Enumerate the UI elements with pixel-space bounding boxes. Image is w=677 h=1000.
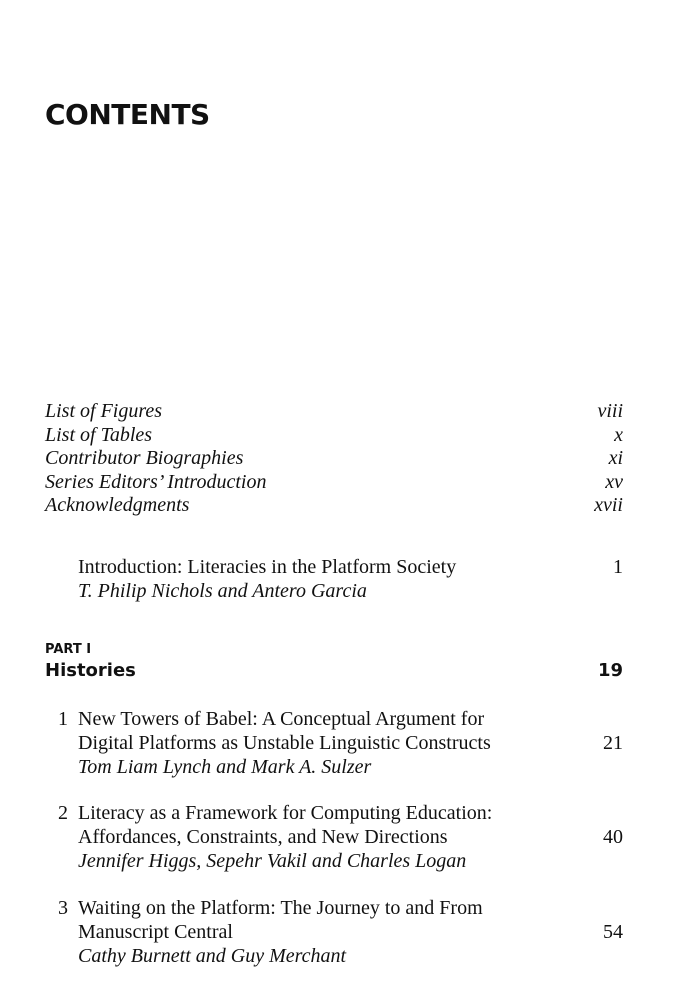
chapter-title-line: New Towers of Babel: A Conceptual Argument for xyxy=(78,708,485,730)
toc-entry-title: List of Figures xyxy=(45,400,163,422)
introduction-entry[interactable] xyxy=(45,555,623,603)
toc-entry-page: xv xyxy=(605,470,623,493)
chapter-title-line: Literacy as a Framework for Computing Education: xyxy=(78,802,493,824)
chapter-title-line: Manuscript Central xyxy=(78,921,233,943)
chapter-entry[interactable] xyxy=(45,801,623,873)
chapter-authors: Tom Liam Lynch and Mark A. Sulzer xyxy=(78,756,372,778)
chapter-page: 54 xyxy=(603,921,623,943)
toc-entry[interactable] xyxy=(45,494,623,518)
toc-entry[interactable] xyxy=(45,471,623,495)
chapter-entry[interactable] xyxy=(45,707,623,779)
page-title: CONTENTS xyxy=(45,98,210,131)
toc-entry-page: xi xyxy=(608,447,623,469)
part-heading[interactable] xyxy=(45,642,623,684)
chapter-entry[interactable] xyxy=(45,896,623,968)
chapter-page: 40 xyxy=(603,826,623,848)
toc-entry[interactable] xyxy=(45,400,623,424)
toc-entry-title: List of Tables xyxy=(45,423,153,446)
chapter-title-line: Digital Platforms as Unstable Linguistic Constructs xyxy=(78,732,491,754)
part-page: 19 xyxy=(597,660,623,681)
chapter-authors: Cathy Burnett and Guy Merchant xyxy=(78,945,347,967)
toc-entry-page: viii xyxy=(597,400,623,422)
toc-entry-title: Series Editors’ Introduction xyxy=(45,470,267,493)
introduction-authors: T. Philip Nichols and Antero Garcia xyxy=(78,580,367,602)
introduction-page: 1 xyxy=(613,556,623,578)
toc-entry-page: xvii xyxy=(594,494,623,516)
chapter-page: 21 xyxy=(603,732,623,754)
front-matter-list xyxy=(45,400,623,518)
toc-entry[interactable] xyxy=(45,447,623,471)
toc-entry-title: Contributor Biographies xyxy=(45,447,244,469)
introduction-title-line xyxy=(45,555,623,579)
part-title: Histories xyxy=(45,660,136,681)
part-label: PART I xyxy=(45,642,92,657)
chapter-number: 1 xyxy=(58,708,68,730)
toc-entry[interactable] xyxy=(45,424,623,448)
toc-entry-title: Acknowledgments xyxy=(45,494,190,516)
introduction-title: Introduction: Literacies in the Platform Society xyxy=(78,556,457,578)
chapter-number: 3 xyxy=(58,897,68,919)
toc-entry-page: x xyxy=(614,423,623,446)
chapter-title-line: Waiting on the Platform: The Journey to and From xyxy=(78,897,483,919)
chapter-authors: Jennifer Higgs, Sepehr Vakil and Charles Logan xyxy=(78,850,467,872)
chapter-title-line: Affordances, Constraints, and New Directions xyxy=(78,826,448,848)
chapter-number: 2 xyxy=(58,802,68,824)
